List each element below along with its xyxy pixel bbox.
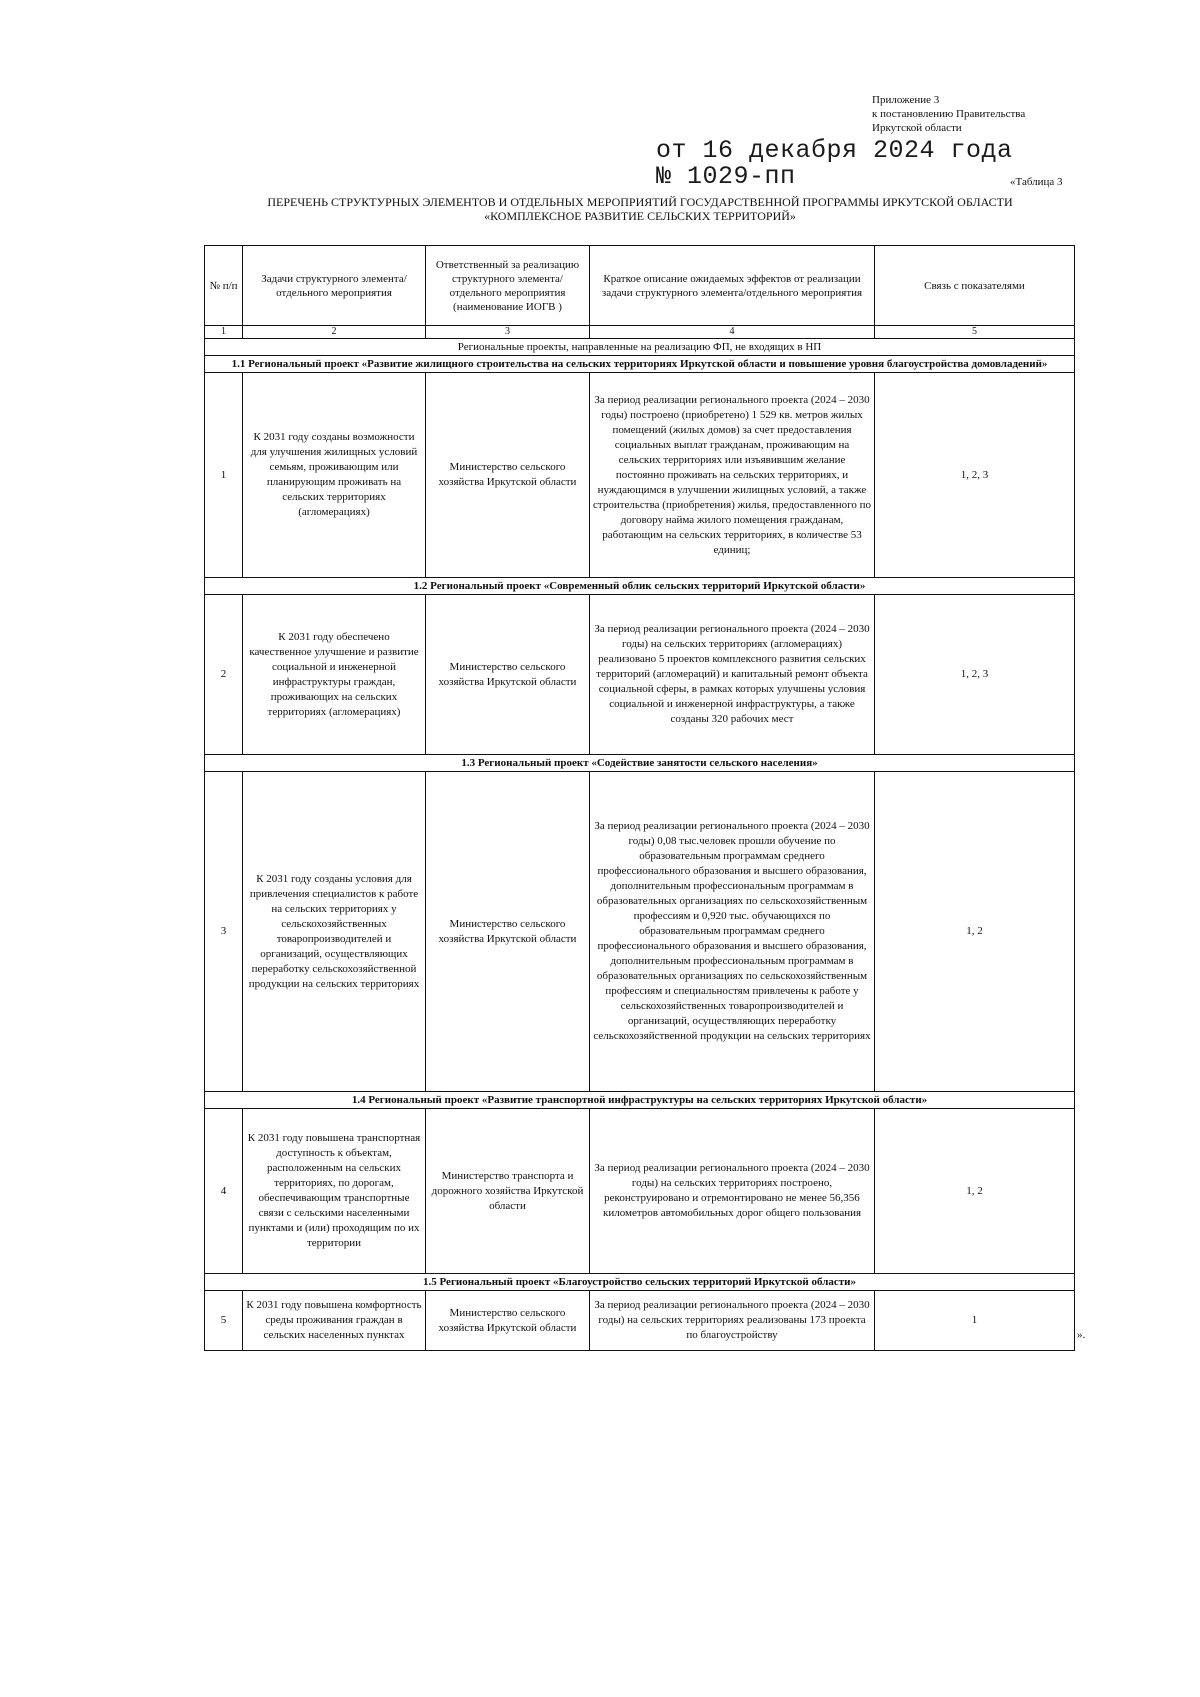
section-title: 1.3 Региональный проект «Содействие занятости сельского населения» [205,755,1075,772]
col-header-indicators: Связь с показателями [875,246,1075,326]
section-title: 1.1 Региональный проект «Развитие жилищного строительства на сельских территориях Иркутской области и повышение уровня благоустройства домовладений» [205,356,1075,373]
annex-block [872,93,1025,135]
row-task: К 2031 году повышена транспортная доступность к объектам, расположенным на сельских территориях, по дорогам, обеспечивающим транспортные связи с сельскими населенными пунктами и (или) проходящим по их территории [243,1109,426,1274]
row-indicators: 1 [875,1291,1075,1351]
document-title [200,195,1080,223]
section-title-row [205,1274,1075,1291]
section-title: 1.2 Региональный проект «Современный облик сельских территорий Иркутской области» [205,578,1075,595]
row-effect: За период реализации регионального проекта (2024 – 2030 годы) на сельских территориях (агломерациях) реализовано 5 проектов комплексного развития сельских территорий (агломераций) и капитальный ремонт объекта социальной сферы, в рамках которых улучшены условия социальной и инженерной инфраструктуры, а также созданы 320 рабочих мест [590,595,875,755]
table-row [205,1109,1075,1274]
row-number: 3 [205,772,243,1092]
group-header: Региональные проекты, направленные на реализацию ФП, не входящих в НП [205,339,1075,356]
row-responsible: Министерство сельского хозяйства Иркутской области [426,1291,590,1351]
stamp-number-line: № 1029-пп [656,162,796,191]
row-effect: За период реализации регионального проекта (2024 – 2030 годы) на сельских территориях реализованы 173 проекта по благоустройству [590,1291,875,1351]
row-effect: За период реализации регионального проекта (2024 – 2030 годы) на сельских территориях построено, реконструировано и отремонтировано не менее 56,356 километров автомобильных дорог общего пользования [590,1109,875,1274]
row-indicators: 1, 2 [875,1109,1075,1274]
table-row [205,1291,1075,1351]
group-header-row [205,339,1075,356]
row-indicators: 1, 2, 3 [875,595,1075,755]
annex-line: к постановлению Правительства [872,108,1026,120]
table-note: «Таблица 3 [1010,176,1063,188]
row-number: 1 [205,373,243,578]
section-title: 1.4 Региональный проект «Развитие транспортной инфраструктуры на сельских территориях Иркутской области» [205,1092,1075,1109]
table-row [205,595,1075,755]
row-effect: За период реализации регионального проекта (2024 – 2030 годы) 0,08 тыс.человек прошли обучение по образовательным программам среднего профессионального образования и высшего образования, дополнительным профессиональным программам в образовательных организациях по сельскохозяйственным профессиям и 0,920 тыс. обучающихся по образовательным программам среднего профессионального образования и высшего образования, дополнительным профессиональным программам в образовательных организациях по сельскохозяйственным профессиям и специальностям привлечены к работе у сельскохозяйственных товаропроизводителей и организаций, осуществляющих переработку сельскохозяйственной продукции на сельских территориях [590,772,875,1092]
column-number: 3 [426,326,590,339]
col-header-num: № п/п [205,246,243,326]
row-indicators: 1, 2, 3 [875,373,1075,578]
row-indicators: 1, 2 [875,772,1075,1092]
title-line-1: ПЕРЕЧЕНЬ СТРУКТУРНЫХ ЭЛЕМЕНТОВ И ОТДЕЛЬНЫХ МЕРОПРИЯТИЙ ГОСУДАРСТВЕННОЙ ПРОГРАММЫ ИРКУТСКОЙ ОБЛАСТИ [267,195,1013,209]
row-number: 5 [205,1291,243,1351]
section-title-row [205,755,1075,772]
annex-line: Иркутской области [872,122,962,134]
date-stamp [656,138,1013,190]
col-header-responsible: Ответственный за реализацию структурного элемента/отдельного мероприятия (наименование ИОГВ ) [426,246,590,326]
row-responsible: Министерство сельского хозяйства Иркутской области [426,595,590,755]
column-number-row [205,326,1075,339]
row-number: 2 [205,595,243,755]
row-task: К 2031 году созданы возможности для улучшения жилищных условий семьям, проживающим или планирующим проживать на сельских территориях (агломерациях) [243,373,426,578]
title-line-2: «КОМПЛЕКСНОЕ РАЗВИТИЕ СЕЛЬСКИХ ТЕРРИТОРИЙ» [484,209,796,223]
section-title-row [205,1092,1075,1109]
closing-quote: ». [1077,1329,1086,1341]
row-effect: За период реализации регионального проекта (2024 – 2030 годы) построено (приобретено) 1 529 кв. метров жилых помещений (жилых домов) за счет предоставления социальных выплат гражданам, проживающим на сельских территориях или изъявившим желание постоянно проживать на сельских территориях, и нуждающимся в улучшении жилищных условий, а также строительства (приобретения) жилья, предоставленного по договору найма жилого помещения гражданам, работающим на сельских территориях, в количестве 53 единиц; [590,373,875,578]
row-task: К 2031 году повышена комфортность среды проживания граждан в сельских населенных пунктах [243,1291,426,1351]
table-row [205,373,1075,578]
column-number: 5 [875,326,1075,339]
row-task: К 2031 году созданы условия для привлечения специалистов к работе на сельских территориях у сельскохозяйственных товаропроизводителей и организаций, осуществляющих переработку сельскохозяйственной продукции на сельских территориях [243,772,426,1092]
section-title-row [205,356,1075,373]
program-elements-table [204,245,1075,1351]
row-task: К 2031 году обеспечено качественное улучшение и развитие социальной и инженерной инфраструктуры граждан, проживающих на сельских территориях (агломерациях) [243,595,426,755]
row-responsible: Министерство транспорта и дорожного хозяйства Иркутской области [426,1109,590,1274]
col-header-effect: Краткое описание ожидаемых эффектов от реализации задачи структурного элемента/отдельного мероприятия [590,246,875,326]
row-responsible: Министерство сельского хозяйства Иркутской области [426,772,590,1092]
column-number: 1 [205,326,243,339]
table-row [205,772,1075,1092]
stamp-date-line: от 16 декабря 2024 года [656,136,1013,165]
section-title: 1.5 Региональный проект «Благоустройство сельских территорий Иркутской области» [205,1274,1075,1291]
col-header-task: Задачи структурного элемента/отдельного мероприятия [243,246,426,326]
column-number: 4 [590,326,875,339]
section-title-row [205,578,1075,595]
row-responsible: Министерство сельского хозяйства Иркутской области [426,373,590,578]
column-number: 2 [243,326,426,339]
annex-line: Приложение 3 [872,94,940,106]
row-number: 4 [205,1109,243,1274]
header-row [205,246,1075,326]
